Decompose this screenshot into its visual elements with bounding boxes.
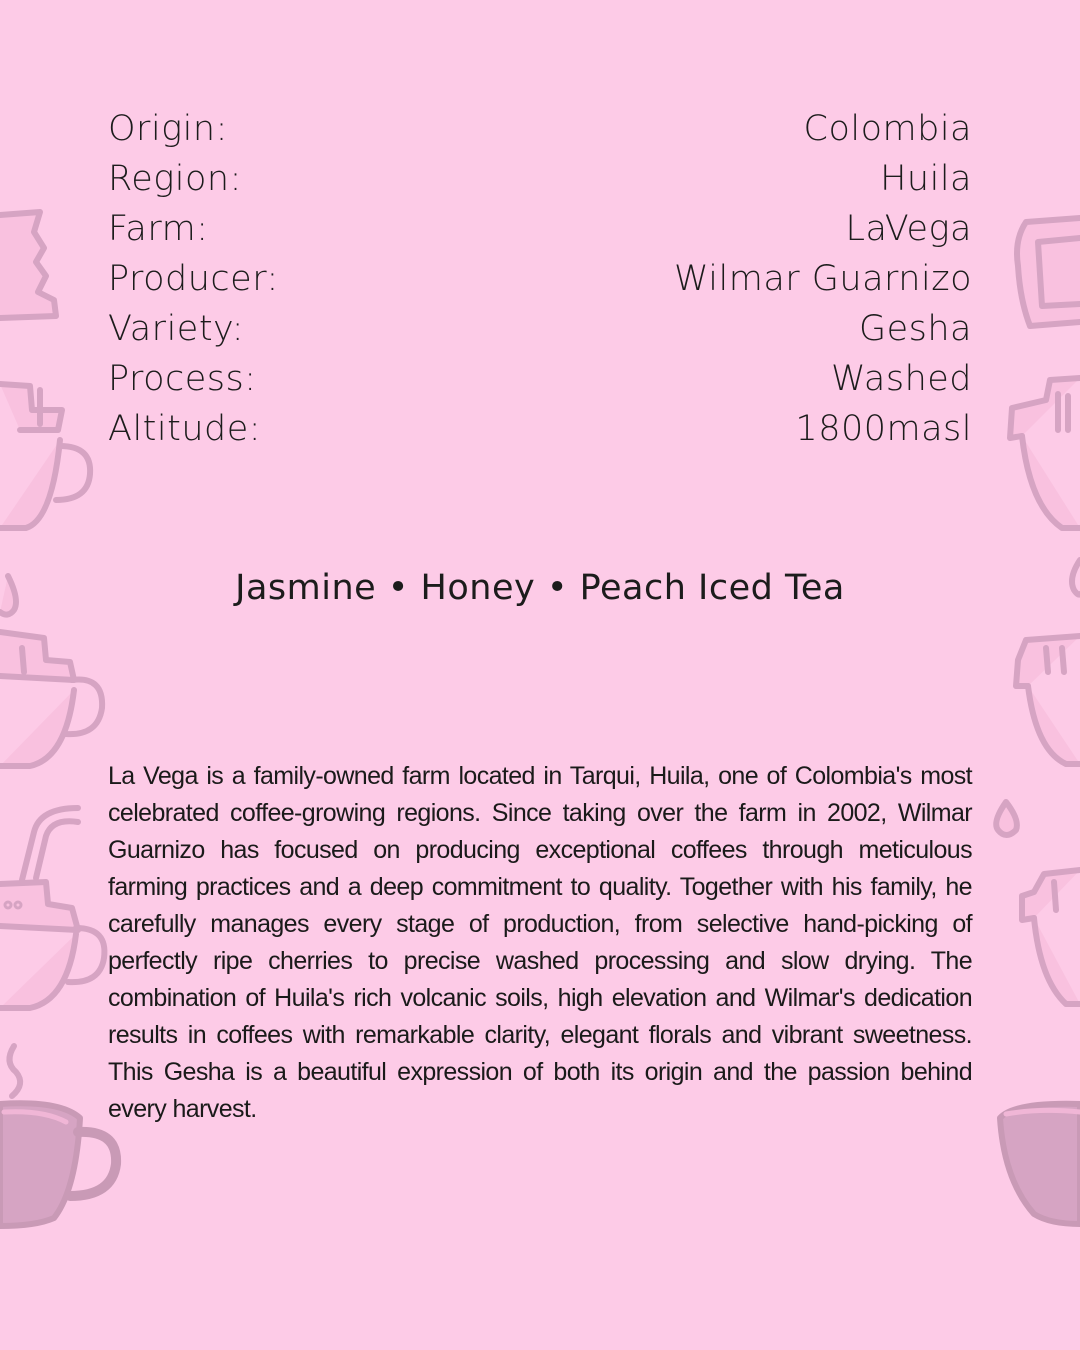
spec-producer xyxy=(108,254,972,304)
spec-label: Process: xyxy=(108,359,257,399)
spec-label: Farm: xyxy=(108,209,209,249)
drip-bag-icon xyxy=(1017,218,1080,326)
coffee-cup-icon xyxy=(0,882,104,1008)
drip-bag-icon xyxy=(0,212,56,318)
coffee-cup-icon xyxy=(1016,636,1080,764)
spec-value: Colombia xyxy=(803,109,972,149)
pour-stream-icon xyxy=(22,808,78,880)
spec-label: Region: xyxy=(108,159,242,199)
coffee-specs xyxy=(108,104,972,454)
spec-value: 1800masl xyxy=(795,409,972,449)
steam-icon xyxy=(9,1046,20,1096)
spec-variety xyxy=(108,304,972,354)
spec-farm xyxy=(108,204,972,254)
coffee-cup-icon xyxy=(0,632,102,766)
coffee-cup-icon xyxy=(0,384,90,528)
spec-value: LaVega xyxy=(845,209,972,249)
spec-label: Altitude: xyxy=(108,409,262,449)
spec-label: Origin: xyxy=(108,109,228,149)
water-drop-icon xyxy=(0,576,16,615)
tasting-notes: Jasmine • Honey • Peach Iced Tea xyxy=(235,568,845,608)
coffee-cup-icon xyxy=(1010,378,1080,528)
coffee-cup-icon xyxy=(1022,870,1080,1004)
spec-label: Variety: xyxy=(108,309,245,349)
spec-label: Producer: xyxy=(108,259,279,299)
water-drop-icon xyxy=(1072,560,1080,595)
spec-value: Huila xyxy=(880,159,972,199)
spec-value: Washed xyxy=(831,359,972,399)
spec-process xyxy=(108,354,972,404)
coffee-cup-icon xyxy=(1000,1104,1080,1224)
spec-origin xyxy=(108,104,972,154)
spec-altitude xyxy=(108,404,972,454)
farm-description: La Vega is a family-owned farm located in Tarqui, Huila, one of Colombia's most celebrated coffee-growing regions. Since taking over the farm in 2002, Wilmar Guarnizo has focused on producing exceptional coffees through meticulous farming practices and a deep commitment to quality. Together with his family, he carefully manages every stage of production, from selective hand-picking of perfectly ripe cherries to precise washed processing and slow drying. The combination of Huila's rich volcanic soils, high elevation and Wilmar's dedication results in coffees with remarkable clarity, elegant florals and vibrant sweetness. This Gesha is a beautiful expression of both its origin and the passion behind every harvest. xyxy=(108,762,972,1123)
water-drop-icon xyxy=(996,802,1017,835)
spec-value: Wilmar Guarnizo xyxy=(673,259,972,299)
spec-region xyxy=(108,154,972,204)
coffee-cup-icon xyxy=(0,1103,116,1226)
spec-value: Gesha xyxy=(858,309,972,349)
